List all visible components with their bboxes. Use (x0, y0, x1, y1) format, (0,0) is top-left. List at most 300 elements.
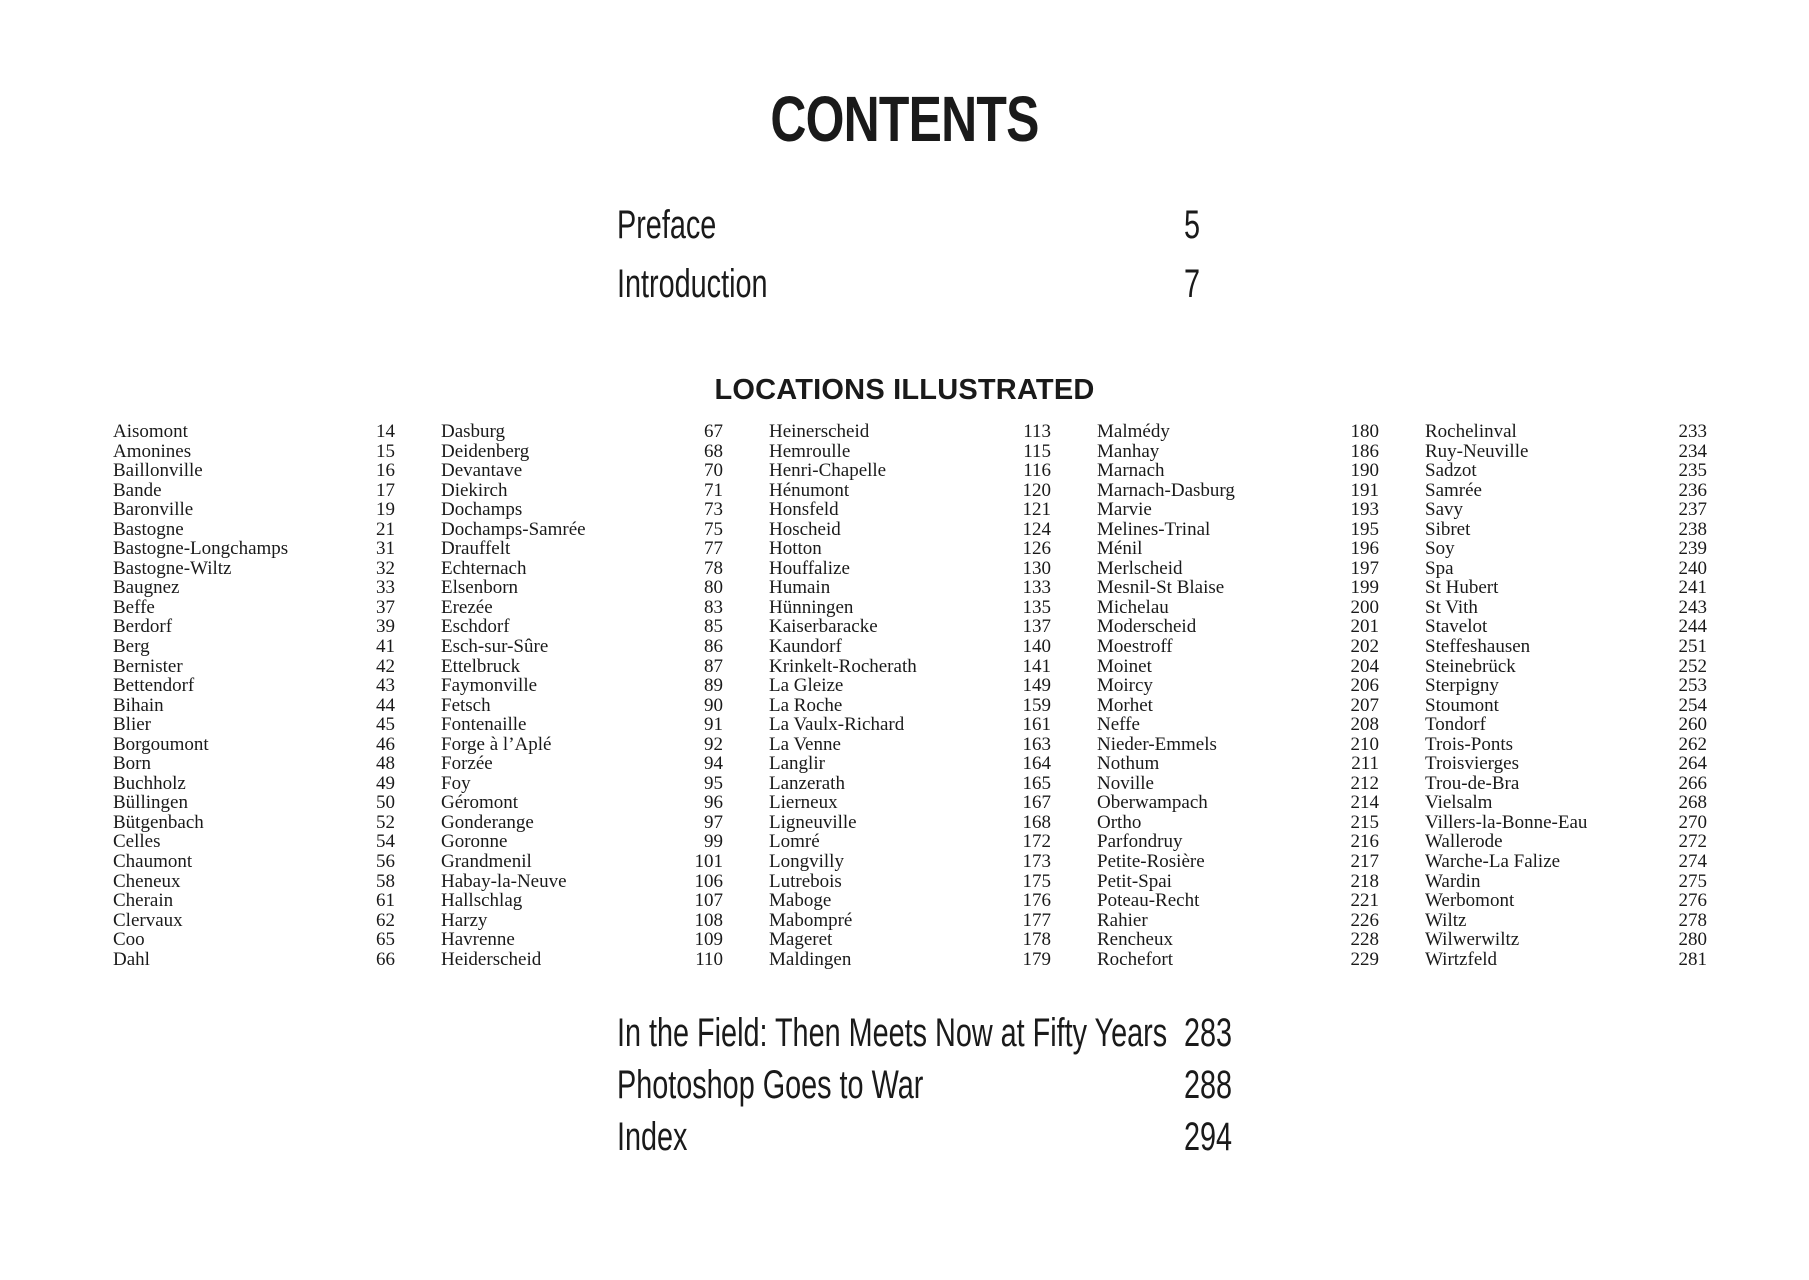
location-entry (113, 696, 395, 716)
location-page: 89 (704, 675, 723, 697)
location-page: 241 (1678, 577, 1707, 599)
location-entry (441, 832, 723, 852)
location-entry (113, 520, 395, 540)
locations-column (769, 422, 1051, 969)
location-page: 270 (1678, 811, 1707, 833)
location-page: 48 (376, 753, 395, 775)
location-name: Amonines (113, 440, 192, 462)
location-page: 17 (376, 479, 395, 501)
location-name: Elsenborn (441, 577, 519, 599)
location-entry (769, 735, 1051, 755)
location-page: 254 (1678, 694, 1707, 716)
location-entry (441, 578, 723, 598)
location-entry (441, 461, 723, 481)
location-entry (769, 657, 1051, 677)
location-page: 164 (1022, 753, 1051, 775)
location-name: Vielsalm (1425, 792, 1493, 814)
location-page: 58 (376, 870, 395, 892)
location-name: Esch-sur-Sûre (441, 636, 549, 658)
location-name: Habay-la-Neuve (441, 870, 567, 892)
location-page: 240 (1678, 557, 1707, 579)
location-name: Moircy (1097, 675, 1153, 697)
location-page: 120 (1022, 479, 1051, 501)
location-page: 95 (704, 772, 723, 794)
location-name: La Gleize (769, 675, 844, 697)
location-entry (769, 813, 1051, 833)
toc-entry (617, 259, 1207, 318)
location-name: Goronne (441, 831, 508, 853)
location-page: 49 (376, 772, 395, 794)
location-page: 42 (376, 655, 395, 677)
location-name: Bihain (113, 694, 164, 716)
location-page: 228 (1350, 929, 1379, 951)
location-entry (1425, 578, 1707, 598)
location-entry (113, 911, 395, 931)
location-name: Kaundorf (769, 636, 842, 658)
location-page: 276 (1678, 890, 1707, 912)
location-page: 206 (1350, 675, 1379, 697)
location-entry (113, 793, 395, 813)
location-name: Wiltz (1425, 909, 1467, 931)
location-page: 68 (704, 440, 723, 462)
location-name: Poteau-Recht (1097, 890, 1200, 912)
location-page: 149 (1022, 675, 1051, 697)
location-name: Faymonville (441, 675, 538, 697)
location-name: Honsfeld (769, 499, 839, 521)
location-page: 180 (1350, 421, 1379, 442)
location-page: 110 (695, 948, 723, 970)
location-page: 199 (1350, 577, 1379, 599)
location-name: Mageret (769, 929, 833, 951)
location-entry (1425, 539, 1707, 559)
location-entry (769, 422, 1051, 442)
toc-entry-page: 283 (1184, 1011, 1233, 1055)
location-entry (113, 950, 395, 970)
location-page: 260 (1678, 714, 1707, 736)
location-entry (113, 754, 395, 774)
location-name: Moderscheid (1097, 616, 1197, 638)
location-entry (1097, 891, 1379, 911)
location-entry (113, 813, 395, 833)
location-entry (441, 617, 723, 637)
location-entry (1425, 598, 1707, 618)
location-entry (1097, 735, 1379, 755)
location-entry (1425, 930, 1707, 950)
location-name: Ménil (1097, 538, 1143, 560)
location-page: 243 (1678, 596, 1707, 618)
locations-column (1425, 422, 1707, 969)
location-entry (1425, 950, 1707, 970)
location-name: Mabompré (769, 909, 853, 931)
location-entry (1425, 813, 1707, 833)
location-page: 200 (1350, 596, 1379, 618)
location-name: Houffalize (769, 557, 850, 579)
location-page: 226 (1350, 909, 1379, 931)
location-entry (441, 872, 723, 892)
location-name: Spa (1425, 557, 1454, 579)
location-name: Berdorf (113, 616, 173, 638)
location-page: 176 (1022, 890, 1051, 912)
location-page: 107 (694, 890, 723, 912)
location-page: 244 (1678, 616, 1707, 638)
location-entry (1425, 637, 1707, 657)
location-name: Steffeshausen (1425, 636, 1531, 658)
location-entry (769, 617, 1051, 637)
location-name: Blier (113, 714, 151, 736)
location-name: Tondorf (1425, 714, 1486, 736)
location-entry (1097, 539, 1379, 559)
location-name: Ligneuville (769, 811, 857, 833)
location-entry (113, 481, 395, 501)
location-page: 56 (376, 851, 395, 873)
location-name: Humain (769, 577, 831, 599)
locations-heading: LOCATIONS ILLUSTRATED (714, 374, 1095, 406)
location-entry (769, 559, 1051, 579)
location-page: 275 (1678, 870, 1707, 892)
location-name: Petite-Rosière (1097, 851, 1205, 873)
location-name: Werbomont (1425, 890, 1515, 912)
location-page: 272 (1678, 831, 1707, 853)
location-name: Moinet (1097, 655, 1152, 677)
location-page: 167 (1022, 792, 1051, 814)
location-entry (113, 578, 395, 598)
location-page: 207 (1350, 694, 1379, 716)
location-entry (769, 793, 1051, 813)
location-page: 214 (1350, 792, 1379, 814)
location-entry (1425, 461, 1707, 481)
location-name: Celles (113, 831, 161, 853)
location-name: Bernister (113, 655, 183, 677)
location-name: Marvie (1097, 499, 1152, 521)
location-page: 175 (1022, 870, 1051, 892)
location-entry (769, 598, 1051, 618)
location-name: Longvilly (769, 851, 844, 873)
location-page: 217 (1350, 851, 1379, 873)
location-page: 73 (704, 499, 723, 521)
location-name: Petit-Spai (1097, 870, 1172, 892)
location-page: 62 (376, 909, 395, 931)
location-name: Kaiserbaracke (769, 616, 878, 638)
location-entry (113, 442, 395, 462)
location-page: 67 (704, 421, 723, 442)
location-name: Lierneux (769, 792, 838, 814)
location-page: 78 (704, 557, 723, 579)
location-name: Rencheux (1097, 929, 1173, 951)
location-entry (1425, 442, 1707, 462)
location-name: Bütgenbach (113, 811, 204, 833)
location-name: Trois-Ponts (1425, 733, 1514, 755)
location-name: Eschdorf (441, 616, 510, 638)
location-entry (113, 657, 395, 677)
location-name: Bastogne-Longchamps (113, 538, 289, 560)
location-name: Bastogne (113, 518, 184, 540)
location-name: Hünningen (769, 596, 854, 618)
toc-entry-page: 7 (1184, 262, 1201, 306)
location-name: Dahl (113, 948, 150, 970)
location-page: 251 (1678, 636, 1707, 658)
location-entry (113, 735, 395, 755)
location-name: Neffe (1097, 714, 1140, 736)
location-page: 140 (1022, 636, 1051, 658)
location-page: 168 (1022, 811, 1051, 833)
location-entry (441, 539, 723, 559)
toc-entry (617, 1008, 1247, 1060)
location-entry (1097, 930, 1379, 950)
location-name: Heiderscheid (441, 948, 542, 970)
location-entry (441, 852, 723, 872)
location-entry (769, 891, 1051, 911)
location-name: Baronville (113, 499, 194, 521)
location-entry (113, 676, 395, 696)
location-page: 66 (376, 948, 395, 970)
location-page: 86 (704, 636, 723, 658)
location-entry (441, 598, 723, 618)
location-entry (113, 774, 395, 794)
location-entry (769, 774, 1051, 794)
location-entry (113, 559, 395, 579)
location-entry (441, 559, 723, 579)
location-page: 193 (1350, 499, 1379, 521)
location-name: Lanzerath (769, 772, 845, 794)
location-name: Maboge (769, 890, 832, 912)
location-name: Henri-Chapelle (769, 460, 887, 482)
location-page: 41 (376, 636, 395, 658)
location-page: 85 (704, 616, 723, 638)
location-name: Wallerode (1425, 831, 1503, 853)
location-name: Ettelbruck (441, 655, 521, 677)
location-name: Sterpigny (1425, 675, 1499, 697)
location-entry (441, 657, 723, 677)
location-name: Lomré (769, 831, 820, 853)
location-page: 278 (1678, 909, 1707, 931)
location-name: Buchholz (113, 772, 186, 794)
location-page: 39 (376, 616, 395, 638)
location-entry (113, 617, 395, 637)
location-entry (769, 696, 1051, 716)
location-entry (113, 715, 395, 735)
location-entry (441, 891, 723, 911)
location-entry (769, 872, 1051, 892)
location-page: 115 (1023, 440, 1051, 462)
location-name: Drauffelt (441, 538, 511, 560)
location-entry (1097, 422, 1379, 442)
location-page: 70 (704, 460, 723, 482)
location-entry (1425, 559, 1707, 579)
location-entry (1097, 696, 1379, 716)
location-entry (1425, 696, 1707, 716)
location-page: 210 (1350, 733, 1379, 755)
location-page: 218 (1350, 870, 1379, 892)
location-entry (1425, 852, 1707, 872)
location-name: Savy (1425, 499, 1463, 521)
location-entry (1097, 852, 1379, 872)
location-entry (1425, 422, 1707, 442)
location-entry (769, 539, 1051, 559)
location-page: 96 (704, 792, 723, 814)
location-page: 54 (376, 831, 395, 853)
location-entry (1425, 500, 1707, 520)
location-entry (1425, 832, 1707, 852)
location-name: Deidenberg (441, 440, 530, 462)
location-name: Baillonville (113, 460, 203, 482)
location-name: Bastogne-Wiltz (113, 557, 232, 579)
toc-entry-page: 5 (1184, 203, 1201, 247)
location-page: 262 (1678, 733, 1707, 755)
location-page: 46 (376, 733, 395, 755)
location-name: Trou-de-Bra (1425, 772, 1520, 794)
location-entry (441, 500, 723, 520)
location-entry (769, 852, 1051, 872)
location-entry (769, 832, 1051, 852)
location-page: 234 (1678, 440, 1707, 462)
location-page: 121 (1022, 499, 1051, 521)
location-entry (113, 832, 395, 852)
location-page: 216 (1350, 831, 1379, 853)
location-entry (1097, 481, 1379, 501)
location-name: Lutrebois (769, 870, 842, 892)
toc-entry-label: Introduction (617, 262, 768, 306)
location-name: La Venne (769, 733, 841, 755)
location-entry (1097, 950, 1379, 970)
locations-column (441, 422, 723, 969)
location-name: Cheneux (113, 870, 181, 892)
location-entry (1097, 500, 1379, 520)
location-entry (1425, 793, 1707, 813)
location-entry (1097, 715, 1379, 735)
location-page: 21 (376, 518, 395, 540)
location-page: 31 (376, 538, 395, 560)
location-name: Chaumont (113, 851, 193, 873)
location-entry (769, 754, 1051, 774)
location-name: Hotton (769, 538, 822, 560)
location-entry (769, 950, 1051, 970)
location-name: Hoscheid (769, 518, 841, 540)
location-page: 87 (704, 655, 723, 677)
location-name: Wilwerwiltz (1425, 929, 1520, 951)
location-entry (769, 676, 1051, 696)
location-page: 173 (1022, 851, 1051, 873)
location-entry (441, 950, 723, 970)
location-entry (1097, 872, 1379, 892)
toc-entry-label: Photoshop Goes to War (617, 1063, 924, 1107)
location-entry (1425, 715, 1707, 735)
location-entry (769, 481, 1051, 501)
location-page: 280 (1678, 929, 1707, 951)
location-name: Malmédy (1097, 421, 1170, 442)
location-name: Cherain (113, 890, 174, 912)
location-entry (1097, 911, 1379, 931)
location-entry (441, 813, 723, 833)
location-entry (441, 793, 723, 813)
location-page: 161 (1022, 714, 1051, 736)
location-name: Echternach (441, 557, 527, 579)
location-page: 239 (1678, 538, 1707, 560)
location-name: Rahier (1097, 909, 1148, 931)
location-page: 43 (376, 675, 395, 697)
location-entry (1425, 872, 1707, 892)
location-page: 163 (1022, 733, 1051, 755)
location-entry (441, 715, 723, 735)
location-entry (113, 422, 395, 442)
toc-entry-label: In the Field: Then Meets Now at Fifty Years (617, 1011, 1168, 1055)
location-name: Rochefort (1097, 948, 1173, 970)
location-name: Beffe (113, 596, 155, 618)
location-name: Dasburg (441, 421, 506, 442)
location-page: 109 (694, 929, 723, 951)
location-entry (441, 930, 723, 950)
location-entry (113, 891, 395, 911)
location-page: 274 (1678, 851, 1707, 873)
location-page: 65 (376, 929, 395, 951)
location-page: 19 (376, 499, 395, 521)
location-page: 33 (376, 577, 395, 599)
location-name: Erezée (441, 596, 493, 618)
location-page: 91 (704, 714, 723, 736)
location-page: 83 (704, 596, 723, 618)
location-page: 52 (376, 811, 395, 833)
location-page: 237 (1678, 499, 1707, 521)
location-page: 235 (1678, 460, 1707, 482)
location-page: 253 (1678, 675, 1707, 697)
location-page: 266 (1678, 772, 1707, 794)
location-entry (441, 520, 723, 540)
location-name: Havrenne (441, 929, 515, 951)
location-name: Marnach-Dasburg (1097, 479, 1235, 501)
location-page: 211 (1351, 753, 1379, 775)
location-entry (1425, 676, 1707, 696)
location-page: 236 (1678, 479, 1707, 501)
location-page: 201 (1350, 616, 1379, 638)
location-page: 97 (704, 811, 723, 833)
location-name: Soy (1425, 538, 1455, 560)
toc-entry-page: 294 (1184, 1115, 1233, 1159)
location-name: Forge à l’Aplé (441, 733, 552, 755)
location-entry (1097, 461, 1379, 481)
location-page: 92 (704, 733, 723, 755)
location-page: 215 (1350, 811, 1379, 833)
location-page: 221 (1350, 890, 1379, 912)
location-entry (769, 930, 1051, 950)
location-page: 126 (1022, 538, 1051, 560)
location-page: 137 (1022, 616, 1051, 638)
location-page: 32 (376, 557, 395, 579)
location-entry (1425, 754, 1707, 774)
toc-entry-label: Index (617, 1115, 688, 1159)
location-name: Ortho (1097, 811, 1142, 833)
location-name: Diekirch (441, 479, 508, 501)
location-name: Samrée (1425, 479, 1482, 501)
location-name: Sadzot (1425, 460, 1477, 482)
location-name: Manhay (1097, 440, 1160, 462)
location-page: 264 (1678, 753, 1707, 775)
location-page: 268 (1678, 792, 1707, 814)
location-page: 196 (1350, 538, 1379, 560)
location-name: Hemroulle (769, 440, 851, 462)
location-page: 202 (1350, 636, 1379, 658)
location-page: 90 (704, 694, 723, 716)
location-page: 106 (694, 870, 723, 892)
location-page: 113 (1023, 421, 1051, 442)
location-name: Mesnil-St Blaise (1097, 577, 1225, 599)
location-name: Forzée (441, 753, 493, 775)
location-name: Borgoumont (113, 733, 209, 755)
location-name: Warche-La Falize (1425, 851, 1561, 873)
location-entry (113, 872, 395, 892)
location-page: 208 (1350, 714, 1379, 736)
location-name: Clervaux (113, 909, 183, 931)
location-name: Maldingen (769, 948, 852, 970)
location-name: Berg (113, 636, 150, 658)
